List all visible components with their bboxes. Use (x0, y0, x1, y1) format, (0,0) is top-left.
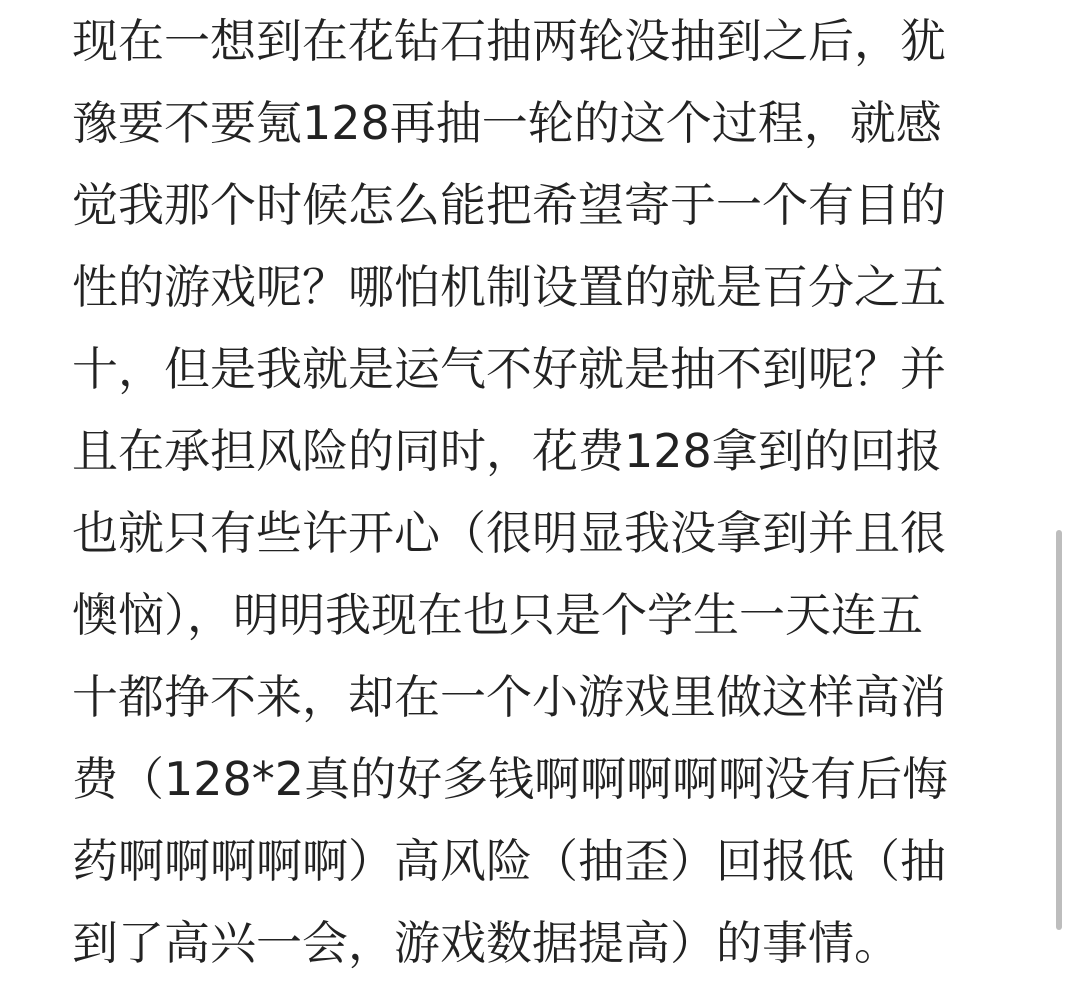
post-text-line: 懊恼），明明我现在也只是个学生一天连五 (72, 588, 923, 642)
post-text-line: 现在一想到在花钻石抽两轮没抽到之后，犹 (72, 14, 946, 68)
post-text-line: 药啊啊啊啊啊）高风险（抽歪）回报低（抽 (72, 834, 946, 888)
post-text-line: 觉我那个时候怎么能把希望寄于一个有目的 (72, 178, 946, 232)
post-text-line: 费（128*2真的好多钱啊啊啊啊啊没有后悔 (72, 752, 949, 806)
post-text-line: 到了高兴一会，游戏数据提高）的事情。 (72, 916, 900, 970)
post-text-line: 十，但是我就是运气不好就是抽不到呢？并 (72, 342, 946, 396)
post-text-line: 豫要不要氪128再抽一轮的这个过程，就感 (72, 96, 942, 150)
post-text-line: 十都挣不来，却在一个小游戏里做这样高消 (72, 670, 946, 724)
post-text-line: 性的游戏呢？哪怕机制设置的就是百分之五 (72, 260, 946, 314)
scrollbar-thumb[interactable] (1056, 530, 1062, 930)
scrollbar[interactable] (1056, 0, 1062, 972)
post-text-line: 也就只有些许开心（很明显我没拿到并且很 (72, 506, 946, 560)
post-text-line: 且在承担风险的同时，花费128拿到的回报 (72, 424, 942, 478)
